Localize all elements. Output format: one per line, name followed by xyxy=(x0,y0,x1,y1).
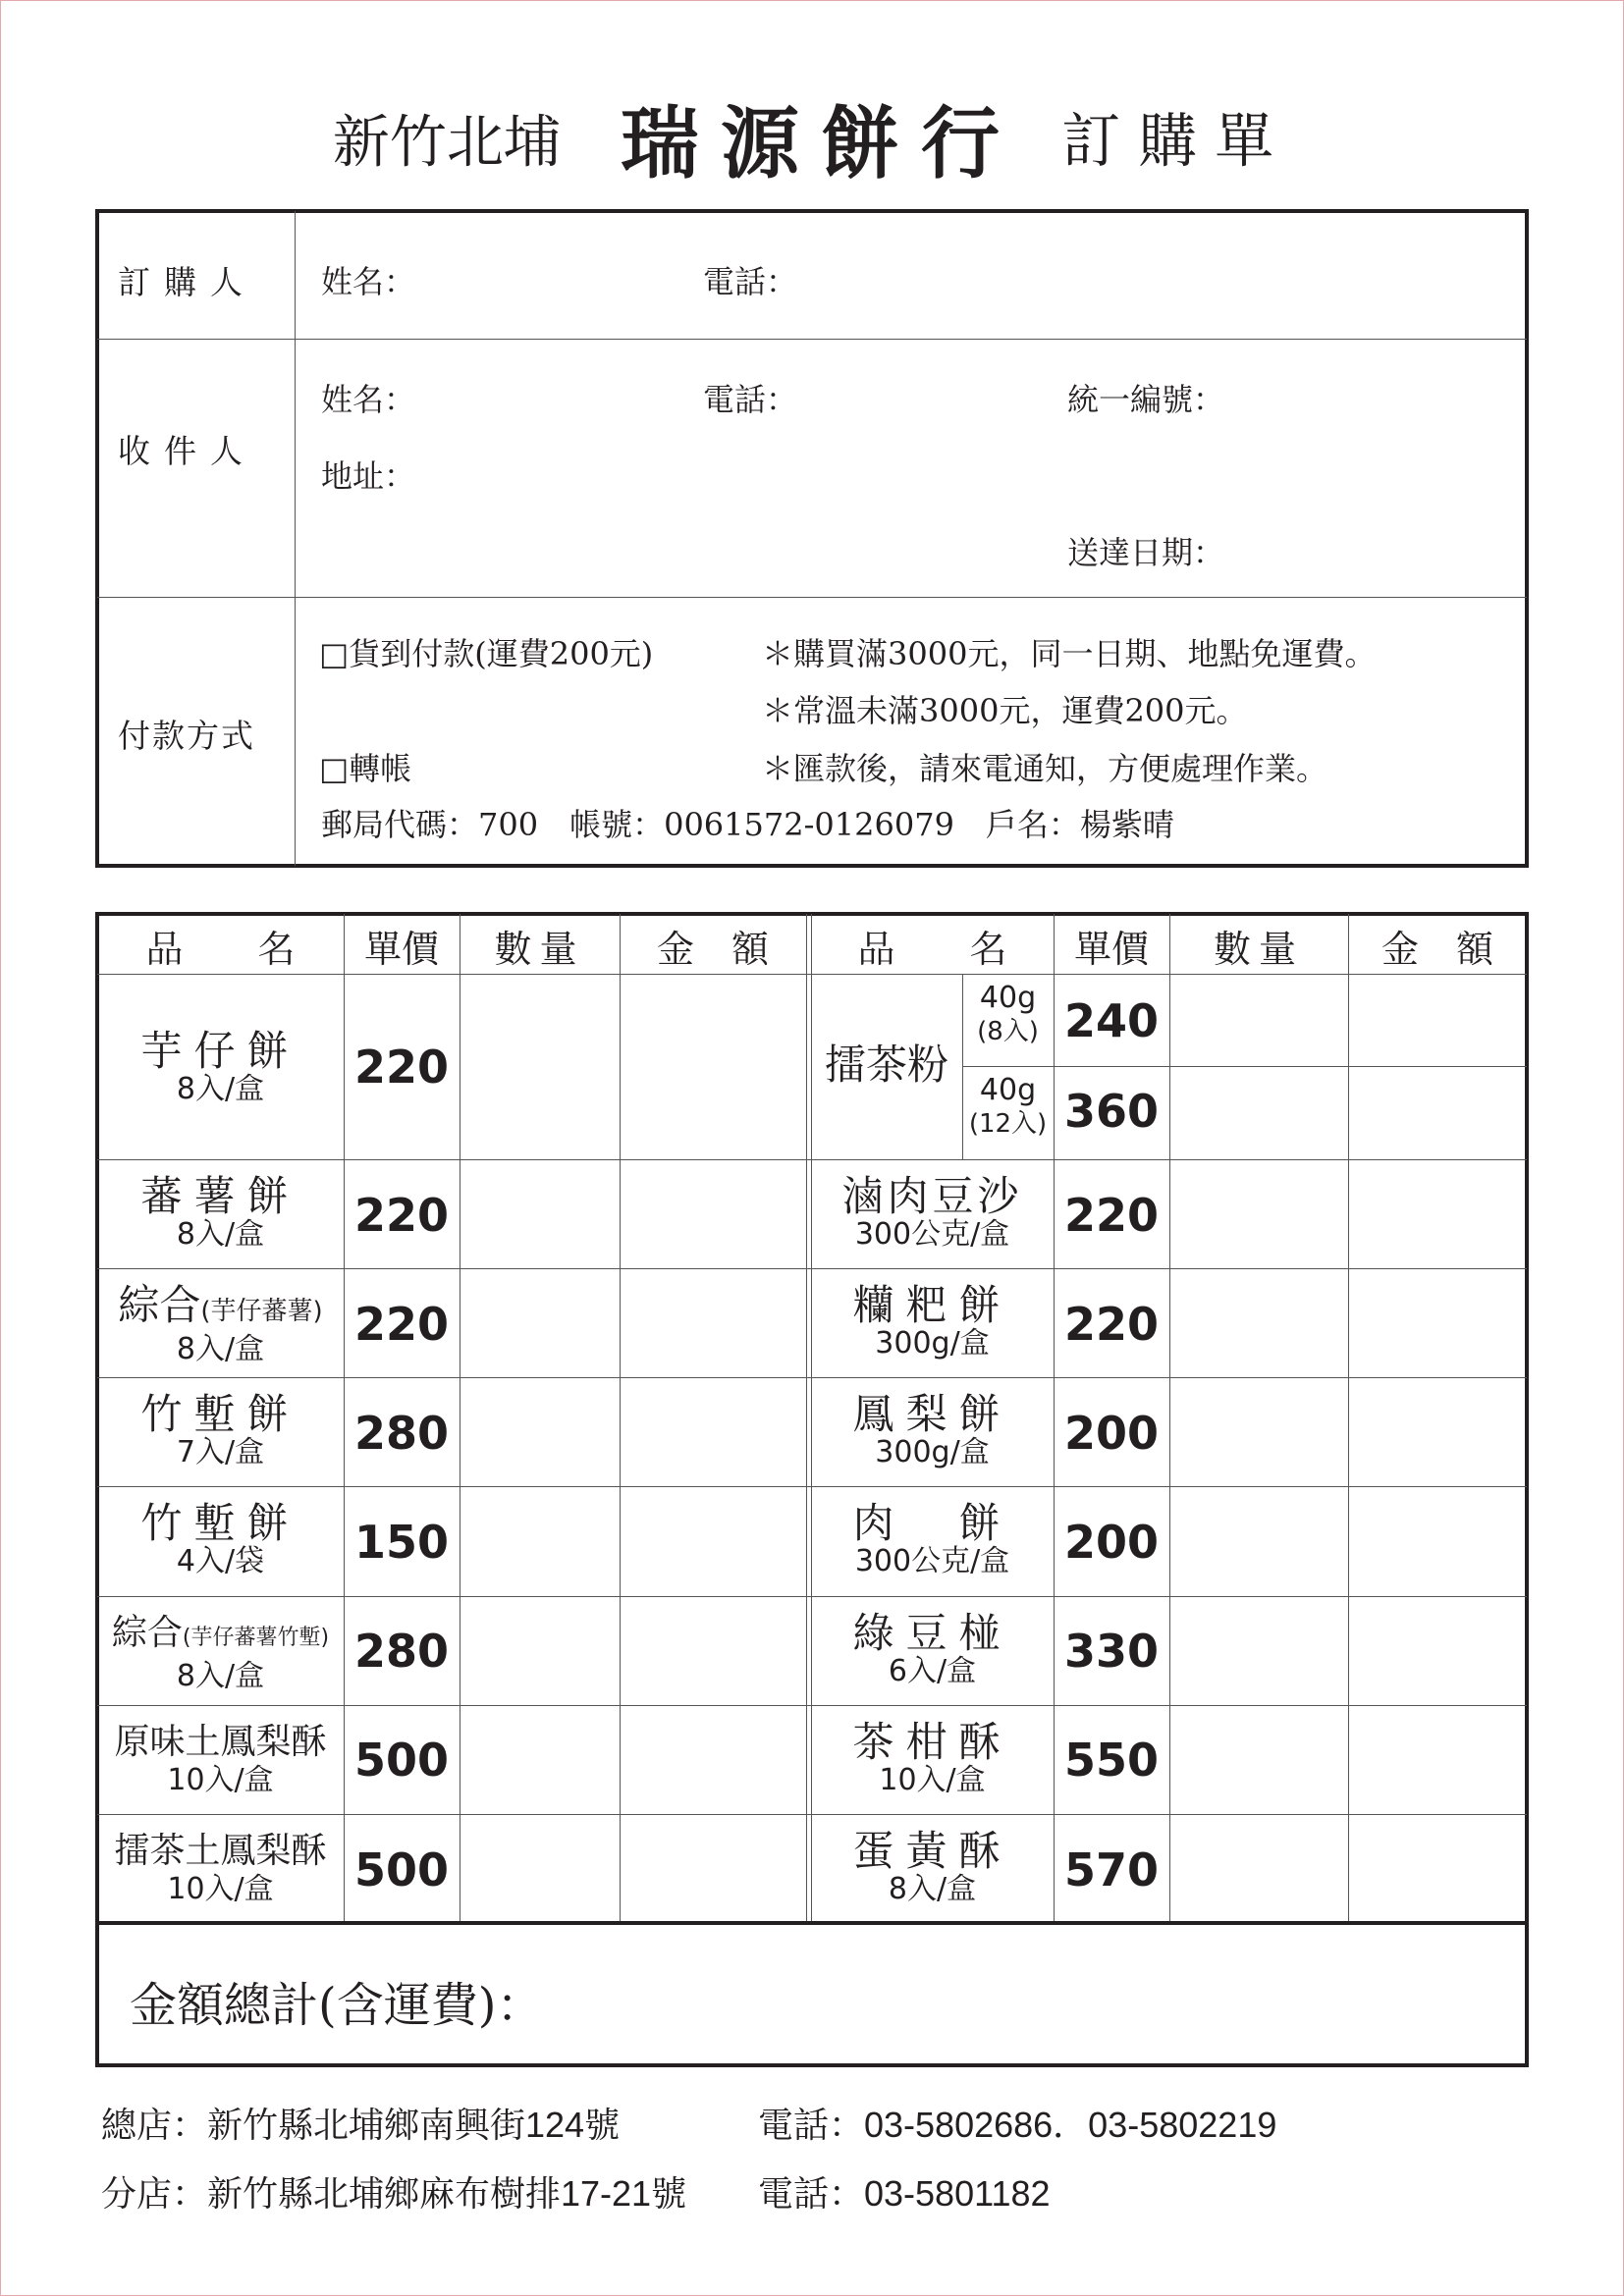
header-amount: 金 額 xyxy=(656,928,769,971)
product-name: 肉 餅 xyxy=(852,1499,1012,1547)
product-unit: 8入/盒 xyxy=(176,1217,265,1252)
product-name: 糷粑餅 xyxy=(852,1281,1012,1329)
main-store-address: 總店：新竹縣北埔鄉南興街124號 xyxy=(101,2105,621,2145)
product-name-cell xyxy=(97,1283,344,1365)
product-name-cell xyxy=(811,1042,962,1088)
product-unit: 4入/袋 xyxy=(176,1544,265,1578)
branch-store-address: 分店：新竹縣北埔鄉麻布樹排17-21號 xyxy=(101,2173,687,2214)
row-divider xyxy=(97,974,1527,975)
product-name: 蕃薯餅 xyxy=(140,1172,300,1220)
product-unit: 300g/盒 xyxy=(875,1435,990,1469)
product-unit: 8入/盒 xyxy=(176,1072,265,1106)
product-name-cell xyxy=(811,1829,1054,1905)
header-qty: 數量 xyxy=(1213,928,1304,971)
product-name-cell xyxy=(811,1283,1054,1360)
spec-weight: 40g xyxy=(979,981,1037,1015)
product-price: 240 xyxy=(1063,994,1160,1047)
product-name: 蛋黃酥 xyxy=(852,1827,1012,1875)
orderer-phone-field[interactable]: 電話： xyxy=(703,263,798,300)
product-name: 綠豆椪 xyxy=(852,1609,1012,1657)
product-price: 280 xyxy=(353,1407,450,1460)
payment-label: 付款方式 xyxy=(118,717,255,755)
product-unit: 6入/盒 xyxy=(888,1654,977,1688)
transfer-checkbox[interactable]: □轉帳 xyxy=(319,750,412,787)
product-price: 500 xyxy=(353,1843,450,1896)
row-divider xyxy=(97,1159,1527,1160)
header-name: 品 名 xyxy=(857,928,1007,971)
title-shop-name: 瑞源餅行 xyxy=(621,98,1021,189)
product-name-cell xyxy=(97,1392,344,1468)
row-divider xyxy=(97,1377,1527,1378)
product-unit: 300公克/盒 xyxy=(854,1544,1010,1578)
product-name-cell xyxy=(811,1720,1054,1796)
row-divider xyxy=(97,1705,1527,1706)
product-name-cell xyxy=(97,1501,344,1577)
product-name-cell xyxy=(97,1720,344,1796)
product-name-cell xyxy=(811,1611,1054,1687)
product-spec xyxy=(962,1074,1054,1141)
product-price: 550 xyxy=(1063,1734,1160,1787)
product-unit: 10入/盒 xyxy=(167,1763,274,1797)
product-name: 綜合 xyxy=(118,1281,201,1329)
product-unit: 8入/盒 xyxy=(888,1872,977,1906)
product-price: 200 xyxy=(1063,1407,1160,1460)
product-price: 150 xyxy=(353,1516,450,1569)
orderer-label: 訂購人 xyxy=(118,263,256,301)
product-price: 280 xyxy=(353,1625,450,1678)
product-name: 竹塹餅 xyxy=(140,1499,300,1547)
product-price: 200 xyxy=(1063,1516,1160,1569)
product-name-cell xyxy=(811,1501,1054,1577)
product-name-cell xyxy=(811,1174,1054,1251)
total-divider xyxy=(97,1921,1527,1925)
branch-store-phone: 電話：03-5801182 xyxy=(758,2173,1051,2214)
product-name: 竹塹餅 xyxy=(140,1390,300,1438)
product-price: 500 xyxy=(353,1734,450,1787)
product-unit: 10入/盒 xyxy=(167,1872,274,1906)
product-name-cell xyxy=(97,1829,344,1905)
title-doc-type: 訂購單 xyxy=(1061,107,1292,177)
product-name: 原味土鳳梨酥 xyxy=(114,1722,327,1762)
col-divider xyxy=(620,914,621,1924)
product-name-cell xyxy=(811,1392,1054,1468)
product-name: 滷肉豆沙 xyxy=(841,1172,1023,1220)
product-name: 鳳梨餅 xyxy=(852,1390,1012,1438)
recipient-name-field[interactable]: 姓名： xyxy=(321,381,416,418)
recipient-phone-field[interactable]: 電話： xyxy=(703,381,798,418)
payment-note: ＊購買滿3000元，同一日期、地點免運費。 xyxy=(762,635,1377,672)
product-name: 擂茶粉 xyxy=(824,1041,948,1089)
product-price: 570 xyxy=(1063,1843,1160,1896)
bank-account-info: 郵局代碼：700 帳號：0061572-0126079 戶名：楊紫晴 xyxy=(321,806,1174,843)
product-price: 220 xyxy=(1063,1298,1160,1351)
row-divider xyxy=(97,1268,1527,1269)
product-name-cell xyxy=(97,1029,344,1105)
spec-weight: 40g xyxy=(979,1073,1037,1107)
product-unit: 7入/盒 xyxy=(176,1435,265,1469)
product-name: 茶柑酥 xyxy=(852,1718,1012,1766)
product-name-cell xyxy=(97,1611,344,1692)
recipient-address-field[interactable]: 地址： xyxy=(321,457,416,495)
product-price: 220 xyxy=(353,1041,450,1094)
product-price: 220 xyxy=(1063,1189,1160,1242)
product-spec xyxy=(962,982,1054,1048)
product-name-cell xyxy=(97,1174,344,1251)
cod-checkbox[interactable]: □貨到付款(運費200元) xyxy=(319,635,654,672)
product-note: (芋仔蕃薯竹塹) xyxy=(182,1626,330,1650)
product-name: 綜合 xyxy=(111,1613,183,1653)
info-row-divider xyxy=(97,597,1527,598)
product-unit: 8入/盒 xyxy=(176,1332,265,1366)
header-price: 單價 xyxy=(1073,928,1149,971)
header-amount: 金 額 xyxy=(1380,928,1493,971)
product-note: (芋仔蕃薯) xyxy=(200,1297,323,1326)
delivery-date-field[interactable]: 送達日期： xyxy=(1067,534,1225,571)
row-divider xyxy=(97,1596,1527,1597)
product-unit: 300g/盒 xyxy=(875,1326,990,1361)
header-qty: 數量 xyxy=(494,928,585,971)
payment-note: ＊匯款後，請來電通知，方便處理作業。 xyxy=(762,750,1328,787)
spec-count: (8入) xyxy=(977,1017,1039,1046)
row-divider xyxy=(97,1486,1527,1487)
recipient-tax-id-field[interactable]: 統一編號： xyxy=(1067,381,1225,418)
product-name: 芋仔餅 xyxy=(140,1027,300,1075)
product-unit: 8入/盒 xyxy=(176,1659,265,1693)
product-price: 220 xyxy=(353,1298,450,1351)
product-price: 360 xyxy=(1063,1085,1160,1138)
spec-count: (12入) xyxy=(968,1109,1048,1139)
product-unit: 10入/盒 xyxy=(879,1763,986,1797)
product-price: 330 xyxy=(1063,1625,1160,1678)
info-row-divider xyxy=(97,339,1527,340)
product-name: 擂茶土鳳梨酥 xyxy=(114,1831,327,1871)
main-store-phone: 電話：03-5802686．03-5802219 xyxy=(758,2105,1277,2145)
orderer-name-field[interactable]: 姓名： xyxy=(321,263,416,300)
total-amount-field[interactable]: 金額總計(含運費)： xyxy=(130,1978,544,2033)
header-name: 品 名 xyxy=(145,928,296,971)
payment-note: ＊常溫未滿3000元，運費200元。 xyxy=(762,692,1248,729)
page-title xyxy=(0,80,1624,193)
product-price: 220 xyxy=(353,1189,450,1242)
product-unit: 300公克/盒 xyxy=(854,1217,1010,1252)
info-col-divider xyxy=(295,211,296,866)
recipient-label: 收件人 xyxy=(118,432,256,470)
row-divider xyxy=(962,1066,1527,1067)
title-location: 新竹北埔 xyxy=(332,110,561,175)
col-divider xyxy=(806,914,807,1924)
row-divider xyxy=(97,1814,1527,1815)
header-price: 單價 xyxy=(363,928,439,971)
